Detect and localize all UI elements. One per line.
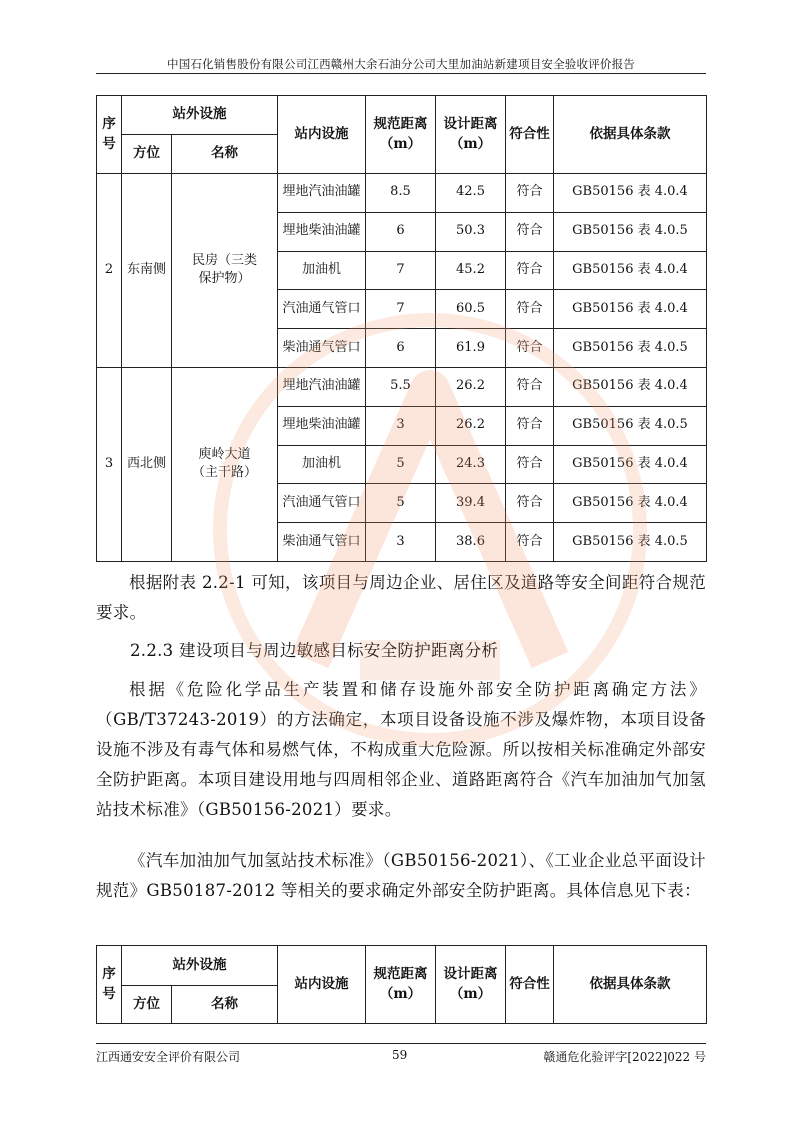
cell-direction: 东南侧 bbox=[122, 174, 172, 368]
cell-basis: GB50156 表 4.0.4 bbox=[554, 484, 707, 523]
section-heading: 2.2.3 建设项目与周边敏感目标安全防护距离分析 bbox=[130, 641, 499, 660]
header-design-dist: 设计距离（m） bbox=[436, 946, 506, 1024]
cell-conform: 符合 bbox=[506, 406, 554, 445]
cell-seq: 2 bbox=[97, 174, 122, 368]
header-direction: 方位 bbox=[122, 135, 172, 174]
header-design-dist: 设计距离（m） bbox=[436, 96, 506, 174]
cell-conform: 符合 bbox=[506, 174, 554, 213]
cell-facility: 埋地柴油油罐 bbox=[278, 406, 366, 445]
header-basis: 依据具体条款 bbox=[554, 946, 707, 1024]
cell-std: 8.5 bbox=[366, 174, 436, 213]
cell-std: 5 bbox=[366, 484, 436, 523]
cell-design: 26.2 bbox=[436, 367, 506, 406]
header-inside: 站内设施 bbox=[278, 96, 366, 174]
cell-basis: GB50156 表 4.0.4 bbox=[554, 367, 707, 406]
header-seq: 序号 bbox=[97, 96, 122, 174]
footer-rule bbox=[96, 1043, 706, 1044]
cell-design: 50.3 bbox=[436, 212, 506, 251]
cell-basis: GB50156 表 4.0.5 bbox=[554, 212, 707, 251]
cell-seq: 3 bbox=[97, 367, 122, 561]
cell-design: 39.4 bbox=[436, 484, 506, 523]
cell-basis: GB50156 表 4.0.4 bbox=[554, 251, 707, 290]
header-inside: 站内设施 bbox=[278, 946, 366, 1024]
cell-facility: 埋地柴油油罐 bbox=[278, 212, 366, 251]
page-number: 59 bbox=[392, 1048, 408, 1062]
cell-name: 民房（三类保护物） bbox=[172, 174, 278, 368]
header-basis: 依据具体条款 bbox=[554, 96, 707, 174]
cell-conform: 符合 bbox=[506, 445, 554, 484]
cell-name: 庾岭大道（主干路） bbox=[172, 367, 278, 561]
cell-facility: 加油机 bbox=[278, 251, 366, 290]
cell-std: 5.5 bbox=[366, 367, 436, 406]
cell-facility: 埋地汽油油罐 bbox=[278, 367, 366, 406]
cell-std: 7 bbox=[366, 290, 436, 329]
cell-conform: 符合 bbox=[506, 329, 554, 368]
paragraph-3: 《汽车加油加气加氢站技术标准》（GB50156-2021）、《工业企业总平面设计规范》GB50187-2012 等相关的要求确定外部安全防护距离。具体信息见下表： bbox=[96, 851, 706, 900]
page-header: 中国石化销售股份有限公司江西赣州大余石油分公司大里加油站新建项目安全验收评价报告 bbox=[167, 57, 635, 71]
cell-basis: GB50156 表 4.0.5 bbox=[554, 406, 707, 445]
footer-doc-number: 赣通危化验评字[2022]022 号 bbox=[543, 1050, 706, 1064]
cell-design: 42.5 bbox=[436, 174, 506, 213]
cell-facility: 柴油通气管口 bbox=[278, 523, 366, 562]
cell-design: 45.2 bbox=[436, 251, 506, 290]
cell-design: 38.6 bbox=[436, 523, 506, 562]
cell-design: 60.5 bbox=[436, 290, 506, 329]
cell-facility: 柴油通气管口 bbox=[278, 329, 366, 368]
paragraph-1: 根据附表 2.2-1 可知，该项目与周边企业、居住区及道路等安全间距符合规范要求。 bbox=[96, 573, 706, 622]
header-seq: 序号 bbox=[97, 946, 122, 1024]
header-name: 名称 bbox=[172, 135, 278, 174]
cell-basis: GB50156 表 4.0.5 bbox=[554, 523, 707, 562]
header-std-dist: 规范距离（m） bbox=[366, 946, 436, 1024]
header-outside: 站外设施 bbox=[122, 96, 278, 135]
cell-conform: 符合 bbox=[506, 212, 554, 251]
cell-std: 7 bbox=[366, 251, 436, 290]
table-row bbox=[97, 367, 707, 406]
cell-basis: GB50156 表 4.0.5 bbox=[554, 329, 707, 368]
distance-table bbox=[96, 95, 707, 562]
cell-std: 6 bbox=[366, 212, 436, 251]
header-rule bbox=[96, 73, 706, 74]
header-direction: 方位 bbox=[122, 986, 172, 1024]
distance-table-continued bbox=[96, 945, 707, 1024]
cell-design: 61.9 bbox=[436, 329, 506, 368]
paragraph-2: 根据《危险化学品生产装置和储存设施外部安全防护距离确定方法》（GB/T37243-2019）的方法确定，本项目设备设施不涉及爆炸物，本项目设备设施不涉及有毒气体和易燃气体，不构成重大危险源。所以按相关标准确定外部安全防护距离。本项目建设用地与四周相邻企业、道路距离符合《汽车加油加气加氢站技术标准》（GB50156-2021）要求。 bbox=[96, 680, 706, 819]
cell-std: 3 bbox=[366, 406, 436, 445]
cell-conform: 符合 bbox=[506, 367, 554, 406]
footer-company: 江西通安安全评价有限公司 bbox=[96, 1050, 241, 1064]
cell-std: 5 bbox=[366, 445, 436, 484]
header-std-dist: 规范距离（m） bbox=[366, 96, 436, 174]
cell-design: 26.2 bbox=[436, 406, 506, 445]
cell-conform: 符合 bbox=[506, 251, 554, 290]
cell-std: 6 bbox=[366, 329, 436, 368]
cell-facility: 汽油通气管口 bbox=[278, 290, 366, 329]
cell-conform: 符合 bbox=[506, 484, 554, 523]
cell-std: 3 bbox=[366, 523, 436, 562]
header-outside: 站外设施 bbox=[122, 946, 278, 986]
cell-facility: 埋地汽油油罐 bbox=[278, 174, 366, 213]
header-name: 名称 bbox=[172, 986, 278, 1024]
cell-basis: GB50156 表 4.0.4 bbox=[554, 445, 707, 484]
header-conform: 符合性 bbox=[506, 96, 554, 174]
cell-design: 24.3 bbox=[436, 445, 506, 484]
cell-facility: 汽油通气管口 bbox=[278, 484, 366, 523]
cell-basis: GB50156 表 4.0.4 bbox=[554, 290, 707, 329]
cell-direction: 西北侧 bbox=[122, 367, 172, 561]
cell-conform: 符合 bbox=[506, 290, 554, 329]
cell-basis: GB50156 表 4.0.4 bbox=[554, 174, 707, 213]
cell-conform: 符合 bbox=[506, 523, 554, 562]
cell-facility: 加油机 bbox=[278, 445, 366, 484]
header-conform: 符合性 bbox=[506, 946, 554, 1024]
table-row bbox=[97, 174, 707, 213]
